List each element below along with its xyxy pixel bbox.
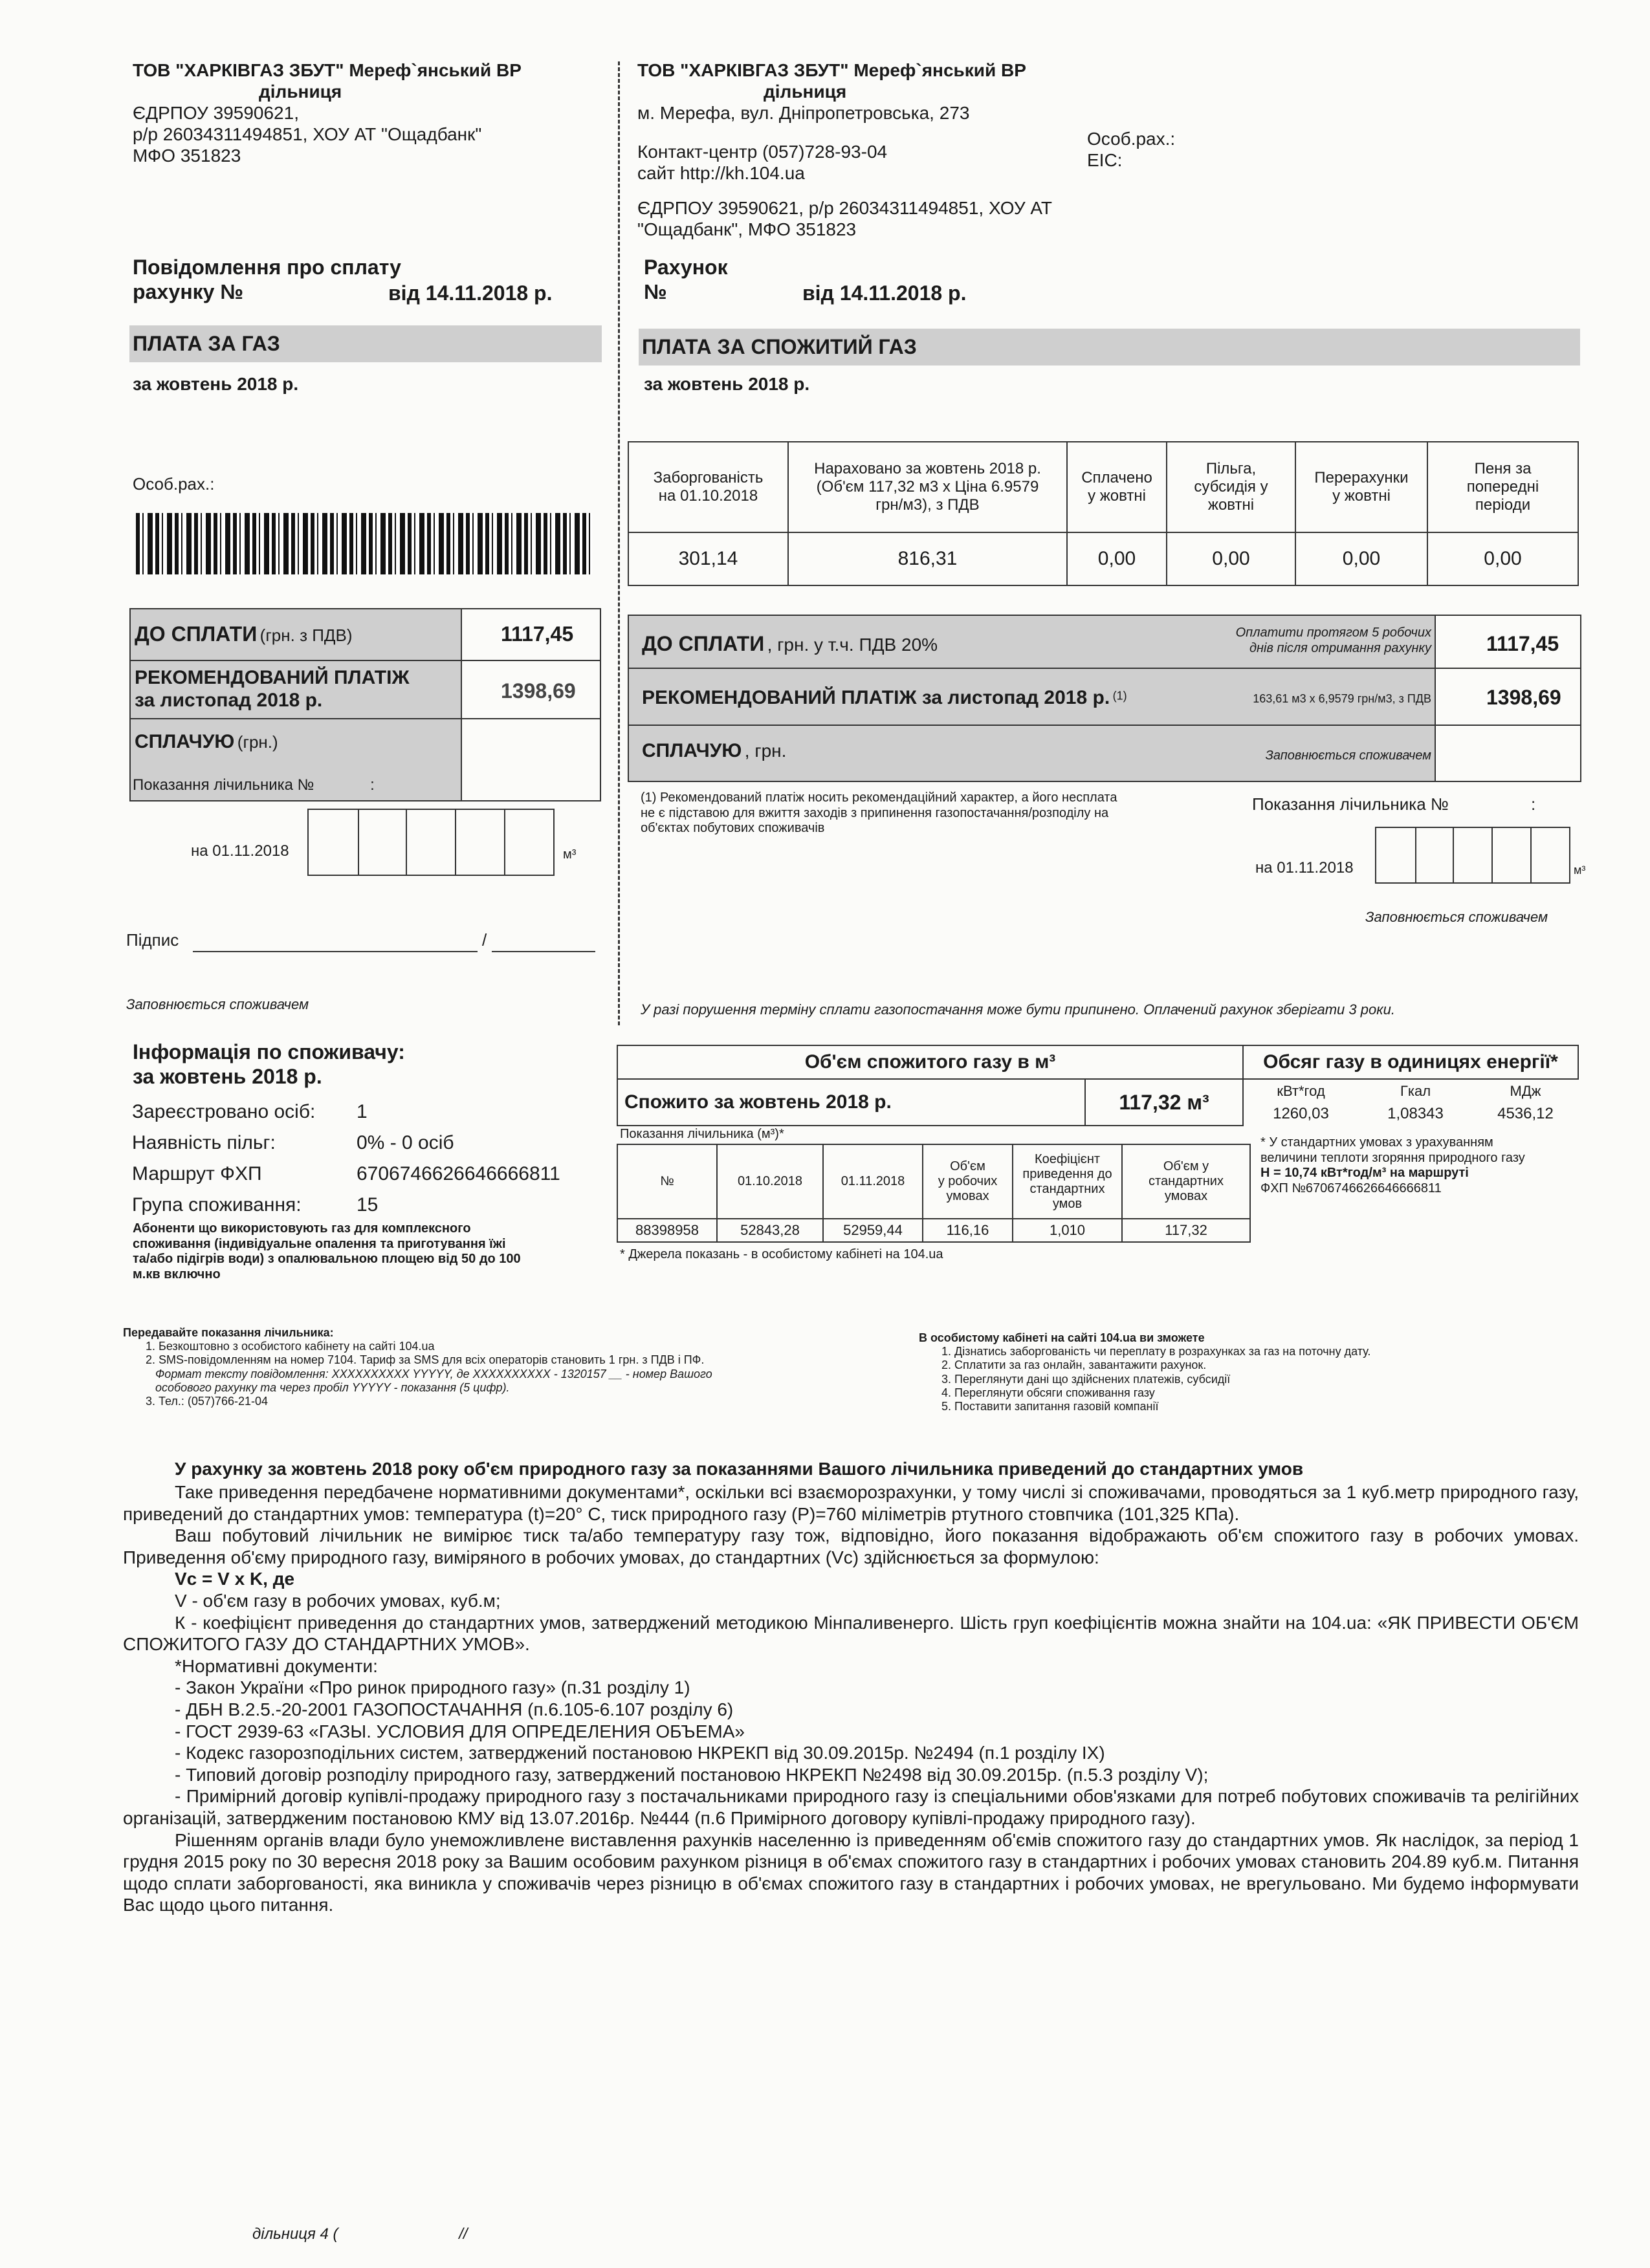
barcode-image: [136, 513, 592, 574]
signature-line-2[interactable]: [492, 951, 595, 952]
left-meter-digit-1[interactable]: [307, 809, 359, 876]
right-meter-digit-5[interactable]: [1530, 827, 1570, 884]
right-eic: EIC:: [1087, 150, 1123, 171]
left-signature-label: Підпис: [126, 930, 179, 950]
left-meter-colon: :: [370, 776, 375, 794]
volume-consumed-label: Спожито за жовтень 2018 р.: [617, 1079, 1085, 1126]
left-filled-by: Заповнюється споживачем: [126, 996, 309, 1012]
right-meter-digit-4[interactable]: [1491, 827, 1532, 884]
right-payment-box: [628, 615, 1581, 782]
consumer-row: Група споживання: 15: [132, 1194, 379, 1216]
right-contact: Контакт-центр (057)728-93-04: [637, 142, 888, 162]
volume-table: [617, 1045, 1579, 1126]
right-company: ТОВ "ХАРКІВГАЗ ЗБУТ" Мереф`янський ВР: [637, 60, 1026, 80]
right-contacts: [637, 141, 887, 184]
article-doc: - ДБН В.2.5.-20-2001 ГАЗОПОСТАЧАННЯ (п.6.105-6.107 розділу 6): [175, 1699, 734, 1719]
right-meter-unit: м³: [1574, 864, 1586, 877]
volume-consumed-value: 117,32 м³: [1085, 1079, 1243, 1126]
charges-header-accrued: Нараховано за жовтень 2018 р. (Об'єм 117,32 м3 х Ціна 6.9579 грн/м3), з ПДВ: [788, 442, 1067, 532]
right-period: за жовтень 2018 р.: [644, 374, 810, 394]
left-mfo: МФО 351823: [133, 146, 241, 166]
left-recommended-label1: РЕКОМЕНДОВАНИЙ ПЛАТІЖ: [135, 667, 410, 688]
right-recommended-label: РЕКОМЕНДОВАНИЙ ПЛАТІЖ за листопад 2018 р.: [642, 687, 1110, 708]
right-recommended-calc: 163,61 м3 х 6,9579 грн/м3, з ПДВ: [1253, 692, 1431, 705]
right-paying-note: Заповнюється споживачем: [1265, 748, 1431, 763]
volume-header-left: Об'єм спожитого газу в м³: [617, 1045, 1243, 1079]
right-invoice-title: Рахунок: [644, 256, 728, 279]
right-bank-block: [637, 197, 1052, 240]
right-company-block: [637, 60, 1168, 124]
volume-energy-row: 1260,03 1,08343 4536,12: [1273, 1105, 1554, 1122]
right-invoice-title-block: [644, 256, 728, 305]
right-paying-sub: , грн.: [744, 741, 787, 761]
right-meter-digit-3[interactable]: [1453, 827, 1493, 884]
article-doc: - Типовий договір розподілу природного газу, затверджений постановою НКРЕКП №2498 від 30.09.2015р. (п.5.3 розділу V);: [175, 1764, 1209, 1785]
right-footnote: (1) Рекомендований платіж носить рекомендаційний характер, а його несплата не є підставою для вжиття заходів з припинення газопостачання/розподілу на об'єктах побутових споживачів: [641, 791, 1117, 836]
article-doc: - Кодекс газорозподільних систем, затверджений постановою НКРЕКП від 30.09.2015р. №2494 (п.1 розділу IX): [175, 1743, 1105, 1763]
right-ids: [1087, 128, 1175, 171]
left-company2: дільниця: [259, 82, 342, 102]
article-heading: У рахунку за жовтень 2018 року об'єм природного газу за показаннями Вашого лічильника приведений до стандартних умов: [175, 1459, 1304, 1479]
left-notice-date: від 14.11.2018 р.: [388, 281, 553, 305]
left-personal-account: Особ.рах.:: [133, 474, 215, 494]
left-payment-box: [129, 608, 601, 801]
right-invoice-no: №: [644, 279, 667, 303]
article-doc: - Примірний договір купівлі-продажу природного газу з постачальниками природного газу із спеціальними обов'язками для потреб побутових споживачів та релігійних організацій, затвердженим постановою КМУ від 13.07.2016р. №444 (п.6 Примірного договору купівлі-продажу природного газу).: [123, 1786, 1579, 1828]
charges-header-penalty: Пеня за попередні періоди: [1427, 442, 1578, 532]
consumer-info-table: [131, 1096, 561, 1221]
article-formula: Vc = V x K, де: [175, 1569, 295, 1589]
article-docs-title: *Нормативні документи:: [175, 1655, 378, 1676]
charges-value-accrued: 816,31: [788, 532, 1067, 585]
right-edrpou: ЄДРПОУ 39590621, р/р 26034311494851, ХОУ АТ: [637, 198, 1053, 218]
right-filled-by: Заповнюється споживачем: [1365, 909, 1548, 925]
left-notice-title1: Повідомлення про сплату: [133, 256, 401, 279]
charges-table: [628, 441, 1579, 586]
left-to-pay-label: ДО СПЛАТИ: [135, 622, 258, 646]
readings-label: Показання лічильника (м³)*: [620, 1127, 784, 1141]
left-to-pay-value: 1117,45: [501, 622, 574, 646]
volume-header-row: [617, 1045, 1578, 1079]
consumer-row: Наявність пільг: 0% - 0 осіб: [132, 1132, 454, 1153]
right-banner: ПЛАТА ЗА СПОЖИТИЙ ГАЗ: [639, 329, 1580, 365]
article-doc: - Закон України «Про ринок природного газу» (п.31 розділу 1): [175, 1677, 690, 1698]
left-to-pay-sub: (грн. з ПДВ): [259, 626, 353, 645]
left-notice-title: [133, 256, 401, 305]
left-meter-date: на 01.11.2018: [191, 842, 289, 860]
article-v-def: V - об'єм газу в робочих умовах, куб.м;: [175, 1590, 501, 1611]
left-recommended-value: 1398,69: [501, 679, 576, 703]
signature-line[interactable]: [193, 951, 478, 952]
right-meter-colon: :: [1531, 794, 1536, 814]
right-personal-account: Особ.рах.:: [1087, 129, 1176, 149]
right-to-pay-sub: , грн. у т.ч. ПДВ 20%: [767, 635, 938, 655]
volume-units-row: Спожито за жовтень 2018 р. 117,32 м³ кВт*год Гкал МДж: [617, 1079, 1578, 1102]
charges-value-debt: 301,14: [628, 532, 788, 585]
left-paying-sub: (грн.): [237, 732, 278, 752]
article-body: [123, 1481, 1579, 1916]
left-meter-boxes[interactable]: [307, 809, 553, 873]
cabinet-features: В особистому кабінеті на сайті 104.ua ви зможете 1. Дізнатись заборгованість чи переплату в розрахунках за газ на поточну дату. 2. Сплатити за газ онлайн, завантажити рахунок. 3. Переглянути дані що здійснених платежів, субсидії 4. Переглянути обсяги споживання газу 5. Поставити запитання газовій компанії: [919, 1331, 1371, 1413]
consumer-row: Маршрут ФХП 6706746626646666811: [132, 1163, 560, 1184]
left-period: за жовтень 2018 р.: [133, 374, 299, 394]
charges-header-debt: Заборгованість на 01.10.2018: [628, 442, 788, 532]
right-to-pay: [642, 632, 938, 656]
energy-note: * У стандартних умовах з урахуванням величини теплоти згоряння природного газу H = 10,74 кВт*год/м³ на маршруті ФХП №6706746626646666811: [1260, 1135, 1525, 1195]
left-meter-label-text: Показання лічильника №: [133, 776, 314, 794]
article-doc: - ГОСТ 2939-63 «ГАЗЫ. УСЛОВИЯ ДЛЯ ОПРЕДЕЛЕНИЯ ОБЪЕМА»: [175, 1721, 745, 1741]
left-account: р/р 26034311494851, ХОУ АТ "Ощадбанк": [133, 124, 482, 145]
right-invoice-date: від 14.11.2018 р.: [802, 281, 967, 305]
charges-header-paid: Сплачено у жовтні: [1067, 442, 1167, 532]
right-recommended-value: 1398,69: [1486, 686, 1561, 709]
charges-header-benefit: Пільга, субсидія у жовтні: [1167, 442, 1295, 532]
footer-district: дільниця 4 ( //: [252, 2225, 468, 2243]
left-banner: ПЛАТА ЗА ГАЗ: [129, 325, 602, 362]
left-recommended: [135, 666, 410, 712]
charges-value-penalty: 0,00: [1427, 532, 1578, 585]
readings-value-row: 88398958 52843,28 52959,44 116,16 1,010 117,32: [617, 1219, 1250, 1242]
right-meter-digit-1[interactable]: [1375, 827, 1416, 884]
right-meter-boxes[interactable]: [1375, 827, 1569, 881]
article-p3: Рішенням органів влади було унеможливлене виставлення рахунків населенню із приведенням об'ємів спожитого газу до стандартних умов. Як наслідок, за період 1 грудня 2015 року по 30 вересня 2018 року за Вашим особовим рахунком різниця в об'ємах спожитого газу в стандартних і робочих умовах становить 204.89 куб.м. Питання щодо сплати заборгованості, яка виникла у споживачів через різницю в об'ємах спожитого газу в стандартних і робочих умовах, не врегульовано. Ми будемо інформувати Вас щодо цього питання.: [123, 1829, 1579, 1915]
right-address: м. Мерефа, вул. Дніпропетровська, 273: [637, 103, 970, 124]
transfer-readings: Передавайте показання лічильника: 1. Безкоштовно з особистого кабінету на сайті 104.ua 2. SMS-повідомленням на номер 7104. Тариф за SMS для всіх операторів становить 1 грн. з ПДВ і ПФ. Формат тексту повідомлення: XXXXXXXXXX YYYYY, де XXXXXXXXXX - 1320157 __ - номер Вашого особового рахунку та через пробіл YYYYY - показання (5 цифр). 3. Тел.: (057)766-21-04: [123, 1326, 712, 1408]
right-meter-date: на 01.11.2018: [1255, 859, 1354, 877]
article-p2: Ваш побутовий лічильник не вимірює тиск та/або температуру газу тож, відповідно, його показання відображають об'єм спожитого газу в робочих умовах. Приведення об'єму природного газу, виміряного в робочих умовах, до стандартних (Vc) здійснюється за формулою:: [123, 1525, 1579, 1567]
charges-header-recalc: Перерахунки у жовтні: [1295, 442, 1427, 532]
right-paying: [642, 740, 786, 762]
right-to-pay-label: ДО СПЛАТИ: [642, 632, 765, 655]
left-paying-label: СПЛАЧУЮ: [135, 731, 235, 752]
left-notice-title2: рахунку №: [133, 279, 244, 303]
left-meter-digit-5[interactable]: [504, 809, 555, 876]
article-p1: Таке приведення передбачене нормативними документами*, оскільки всі взаєморозрахунки, у тому числі зі споживачами, проводяться за 1 куб.метр природного газу, приведений до стандартних умов: температура (t)=20° С, тиск природного газу (Р)=760 міліметрів ртутного стовпчика (101,325 КПа).: [123, 1482, 1579, 1524]
right-recommended: [642, 687, 1127, 709]
cut-line: [618, 61, 620, 1025]
left-edrpou: ЄДРПОУ 39590621,: [133, 103, 299, 124]
consumer-title: Інформація по споживачу: за жовтень 2018 р.: [133, 1040, 405, 1088]
left-signature-slash: /: [482, 930, 487, 950]
right-meter-digit-2[interactable]: [1414, 827, 1454, 884]
right-meter-label: [1252, 794, 1535, 814]
charges-value-row: [628, 532, 1578, 585]
left-meter-digit-4[interactable]: [455, 809, 505, 876]
left-paying: [135, 731, 278, 753]
right-recommended-sup: (1): [1112, 689, 1127, 703]
left-company-block: [133, 60, 599, 166]
left-meter-digit-3[interactable]: [406, 809, 456, 876]
readings-table: [617, 1144, 1251, 1243]
volume-header-right: Обсяг газу в одиницях енергії*: [1243, 1045, 1578, 1079]
right-to-pay-note: Оплатити протягом 5 робочих днів після отримання рахунку: [1235, 626, 1431, 655]
right-warning: У разі порушення терміну сплати газопостачання може бути припинено. Оплачений рахунок зберігати 3 роки.: [641, 1001, 1395, 1018]
charges-value-paid: 0,00: [1067, 532, 1167, 585]
charges-value-recalc: 0,00: [1295, 532, 1427, 585]
right-company2: дільниця: [764, 82, 847, 102]
article-k-def: К - коефіцієнт приведення до стандартних умов, затверджений методикою Мінпаливенерго. Шість груп коефіцієнтів можна знайти на 104.ua: «ЯК ПРИВЕСТИ ОБ'ЄМ СПОЖИТОГО ГАЗУ ДО СТАНДАРТНИХ УМОВ».: [123, 1612, 1579, 1655]
left-recommended-label2: за листопад 2018 р.: [135, 690, 323, 712]
left-meter-unit: м³: [563, 847, 577, 862]
right-meter-label-text: Показання лічильника №: [1252, 794, 1449, 814]
right-bank: "Ощадбанк", МФО 351823: [637, 219, 857, 240]
consumer-note: Абоненти що використовують газ для комплексного споживання (індивідуальне опалення та приготування їжі та/або підігрів води) з опалювальною площею від 50 до 100 м.кв включно: [133, 1221, 521, 1281]
consumer-row: Зареєстровано осіб: 1: [132, 1101, 368, 1122]
readings-header-row: № 01.10.2018 01.11.2018 Об'єм у робочих умовах Коефіцієнт приведення до стандартних умов Об'єм у стандартних умовах: [617, 1144, 1250, 1219]
charges-value-benefit: 0,00: [1167, 532, 1295, 585]
right-site[interactable]: сайт http://kh.104.ua: [637, 163, 805, 184]
left-company: ТОВ "ХАРКІВГАЗ ЗБУТ" Мереф`янський ВР: [133, 60, 522, 80]
charges-header-row: [628, 442, 1578, 532]
right-paying-label: СПЛАЧУЮ: [642, 740, 742, 761]
right-to-pay-value: 1117,45: [1486, 632, 1559, 655]
left-meter-label: [133, 776, 375, 794]
readings-source-note: * Джерела показань - в особистому кабінеті на 104.ua: [620, 1247, 943, 1261]
left-to-pay: [135, 622, 353, 646]
left-meter-digit-2[interactable]: [357, 809, 407, 876]
